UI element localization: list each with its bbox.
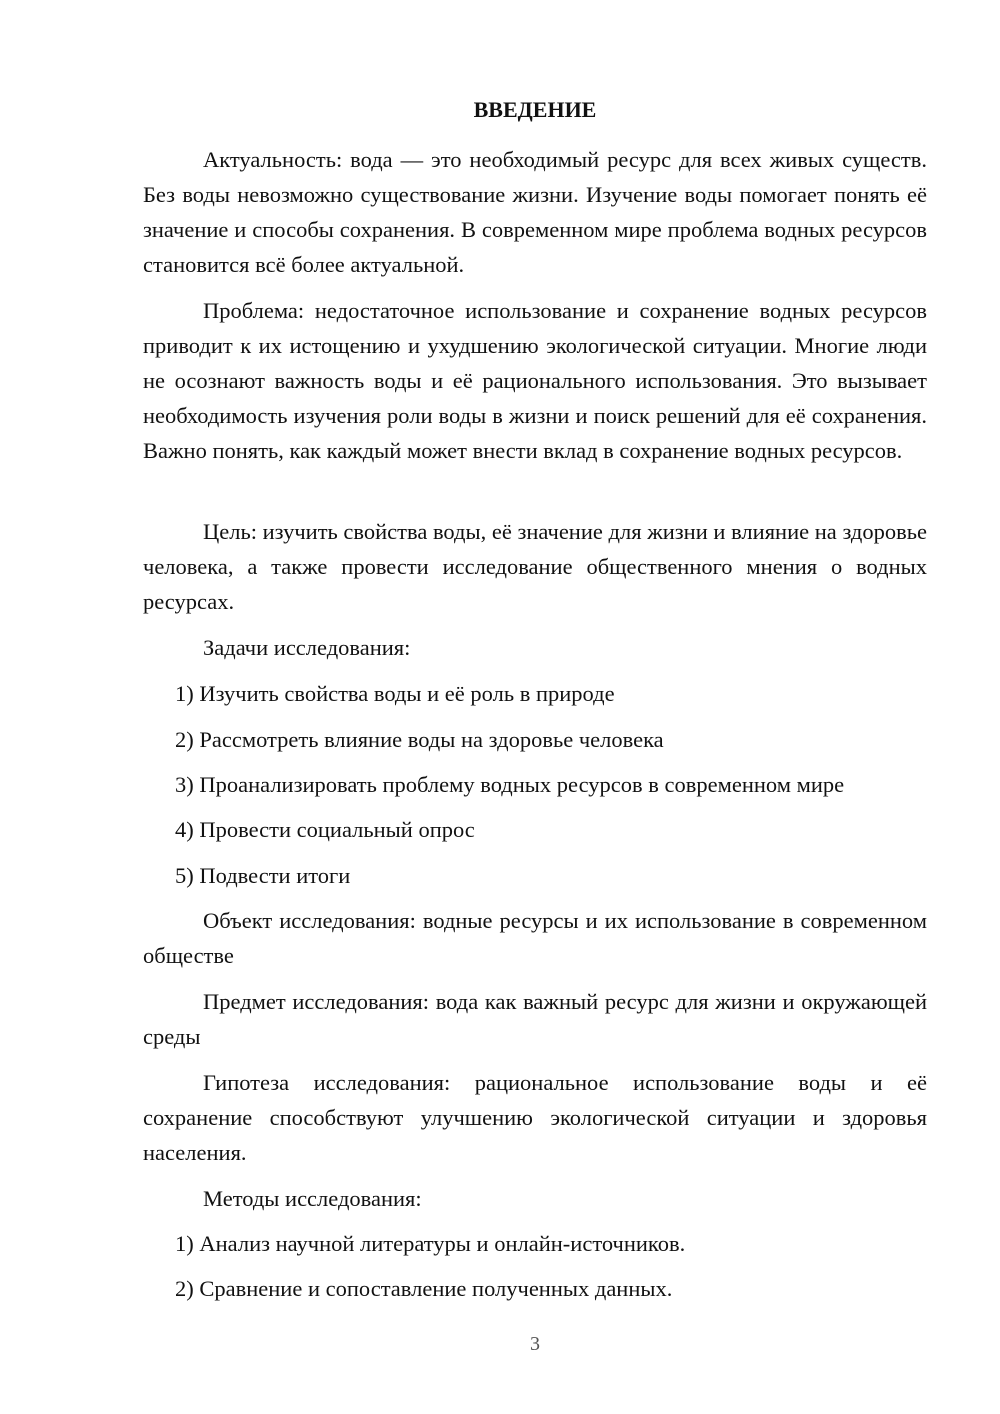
method-item: 1) Анализ научной литературы и онлайн-источников. bbox=[175, 1231, 686, 1256]
paragraph-object: Объект исследования: водные ресурсы и их использование в современном обществе bbox=[143, 908, 927, 968]
task-item: 1) Изучить свойства воды и её роль в природе bbox=[175, 681, 615, 706]
task-item: 5) Подвести итоги bbox=[175, 863, 351, 888]
paragraph-relevance: Актуальность: вода — это необходимый ресурс для всех живых существ. Без воды невозможно существование жизни. Изучение воды помогает понять её значение и способы сохранения. В современном мире проблема водных ресурсов становится всё более актуальной. bbox=[143, 147, 927, 277]
paragraph-subject: Предмет исследования: вода как важный ресурс для жизни и окружающей среды bbox=[143, 989, 927, 1049]
tasks-heading: Задачи исследования: bbox=[203, 635, 411, 660]
paragraph-problem: Проблема: недостаточное использование и сохранение водных ресурсов приводит к их истощению и ухудшению экологической ситуации. Многие люди не осознают важность воды и её рационального использования. Это вызывает необходимость изучения роли воды в жизни и поиск решений для её сохранения. Важно понять, как каждый может внести вклад в сохранение водных ресурсов. bbox=[143, 298, 927, 463]
task-item: 4) Провести социальный опрос bbox=[175, 817, 475, 842]
paragraph-goal: Цель: изучить свойства воды, её значение для жизни и влияние на здоровье человека, а также провести исследование общественного мнения о водных ресурсах. bbox=[143, 519, 927, 614]
paragraph-hypothesis: Гипотеза исследования: рациональное использование воды и её сохранение способствуют улучшению экологической ситуации и здоровья населения. bbox=[143, 1070, 927, 1165]
page-number: 3 bbox=[530, 1333, 540, 1355]
task-item: 3) Проанализировать проблему водных ресурсов в современном мире bbox=[175, 772, 845, 797]
page-title: ВВЕДЕНИЕ bbox=[473, 97, 597, 122]
method-item: 2) Сравнение и сопоставление полученных данных. bbox=[175, 1276, 673, 1301]
task-item: 2) Рассмотреть влияние воды на здоровье человека bbox=[175, 727, 664, 752]
methods-heading: Методы исследования: bbox=[203, 1186, 422, 1211]
